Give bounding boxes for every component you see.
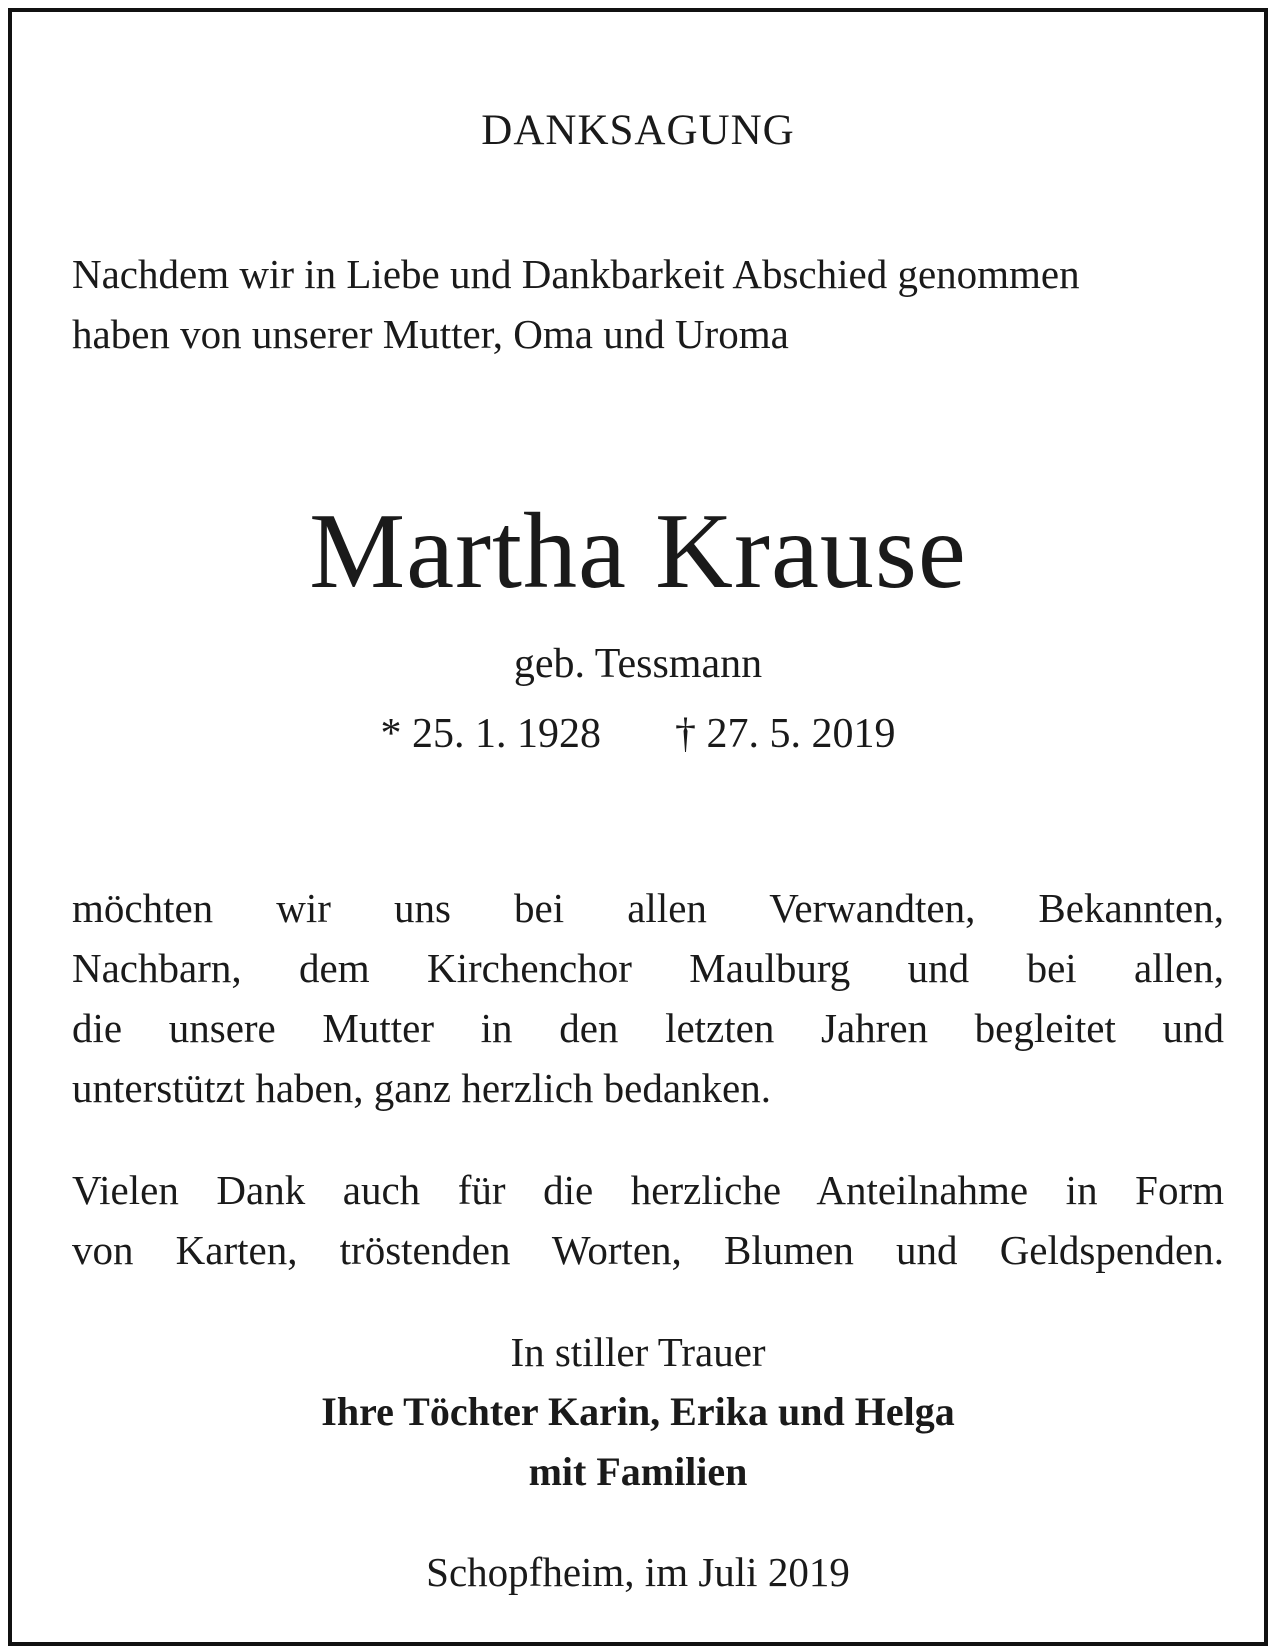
obituary-notice bbox=[8, 8, 1268, 1646]
condolence-line: Vielen Dank auch für die herzliche Anteilnahme in Form bbox=[72, 1167, 1224, 1213]
condolence-paragraph bbox=[72, 1160, 1224, 1280]
closing-phrase: In stiller Trauer bbox=[510, 1329, 766, 1375]
place-and-date: Schopfheim, im Juli 2019 bbox=[426, 1549, 850, 1595]
notice-heading: DANKSAGUNG bbox=[481, 107, 795, 154]
signature-line-1: Ihre Töchter Karin, Erika und Helga bbox=[321, 1389, 955, 1434]
maiden-name: geb. Tessmann bbox=[513, 641, 763, 687]
thanks-line: Nachbarn, dem Kirchenchor Maulburg und bei allen, bbox=[72, 945, 1224, 991]
intro-line-2: haben von unserer Mutter, Oma und Uroma bbox=[72, 311, 789, 357]
life-dates bbox=[12, 710, 1264, 758]
thanks-line: unterstützt haben, ganz herzlich bedanken. bbox=[72, 1065, 771, 1111]
signature-line-2: mit Familien bbox=[528, 1449, 748, 1494]
deceased-name: Martha Krause bbox=[309, 492, 967, 611]
thanks-line: die unsere Mutter in den letzten Jahren begleitet und bbox=[72, 1005, 1224, 1051]
condolence-line: von Karten, tröstenden Worten, Blumen und Geldspenden. bbox=[72, 1227, 1224, 1273]
death-date: † 27. 5. 2019 bbox=[675, 711, 896, 757]
thanks-paragraph bbox=[72, 878, 1224, 1118]
thanks-line: möchten wir uns bei allen Verwandten, Bekannten, bbox=[72, 885, 1224, 931]
intro-line-1: Nachdem wir in Liebe und Dankbarkeit Abschied genommen bbox=[72, 251, 1080, 297]
birth-date: * 25. 1. 1928 bbox=[380, 711, 601, 757]
